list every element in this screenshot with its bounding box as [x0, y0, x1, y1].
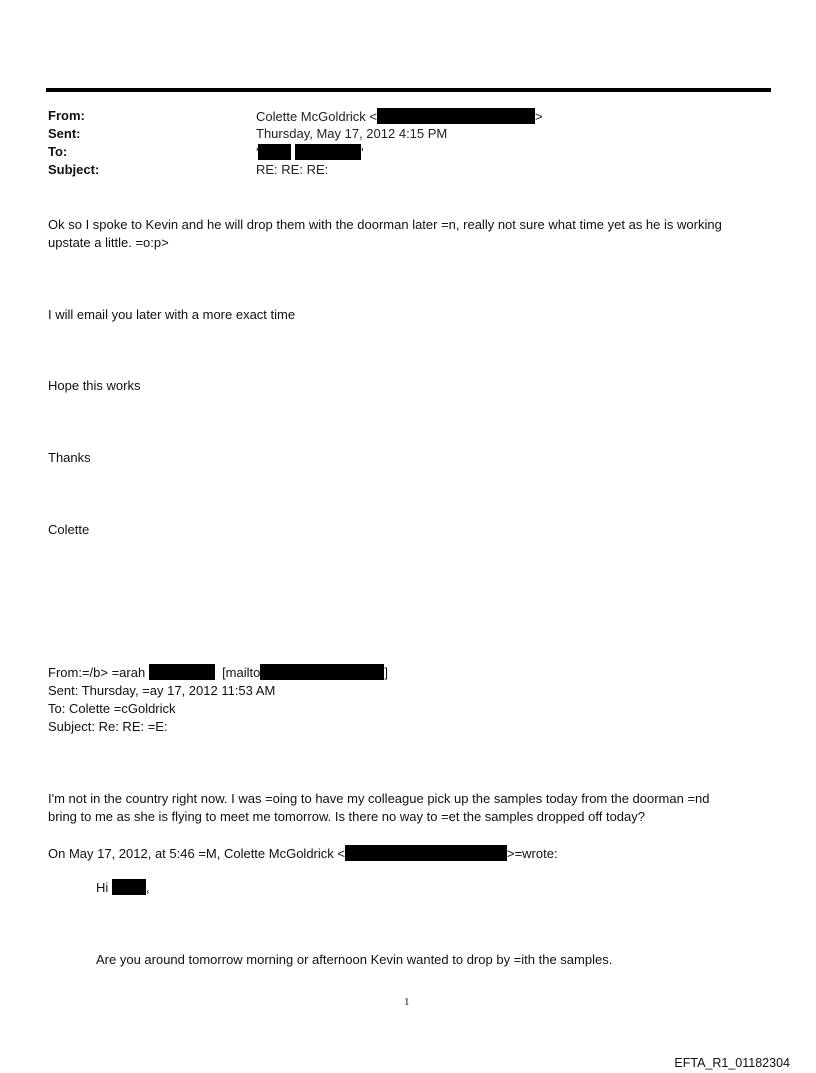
- redaction-block: [112, 879, 146, 895]
- inner-greeting: [96, 879, 150, 897]
- from-close-bracket: >: [535, 109, 543, 124]
- from-label: From:: [48, 108, 85, 123]
- body-paragraph-4: Thanks: [48, 450, 91, 465]
- quoted-sent-line: Sent: Thursday, =ay 17, 2012 11:53 AM: [48, 683, 276, 698]
- redaction-block: [345, 845, 507, 861]
- body-paragraph-1-line-1: Ok so I spoke to Kevin and he will drop them with the doorman later =n, really not sure what time yet as he is working: [48, 217, 722, 232]
- redaction-block: [258, 144, 291, 160]
- redaction-block: [295, 144, 364, 160]
- quoted-reply-line-1: I'm not in the country right now. I was =oing to have my colleague pick up the samples today from the doorman =nd: [48, 791, 710, 806]
- quoted-on-date-line: [48, 845, 558, 863]
- greeting-prefix: Hi: [96, 880, 109, 895]
- quoted-reply-line-2: bring to me as she is flying to meet me tomorrow. Is there no way to =et the samples dropped off today?: [48, 809, 645, 824]
- greeting-suffix: ,: [145, 880, 150, 895]
- from-sender-name: Colette McGoldrick <: [256, 109, 378, 124]
- quoted-from-close: ]: [384, 665, 388, 680]
- subject-value: RE: RE: RE:: [256, 162, 329, 177]
- quoted-to-line: To: Colette =cGoldrick: [48, 701, 176, 716]
- redaction-block: [377, 108, 535, 124]
- subject-label: Subject:: [48, 162, 100, 177]
- sent-value: Thursday, May 17, 2012 4:15 PM: [256, 126, 448, 141]
- to-label: To:: [48, 144, 68, 159]
- to-value: [256, 144, 364, 160]
- on-date-prefix: On May 17, 2012, at 5:46 =M, Colette McGoldrick <: [48, 846, 345, 861]
- quoted-from-line: [48, 664, 388, 682]
- quoted-mailto: [mailto: [222, 665, 261, 680]
- quoted-subject-line: Subject: Re: RE: =E:: [48, 719, 168, 734]
- body-paragraph-1-line-2: upstate a little. =o:p>: [48, 235, 169, 250]
- quoted-from-prefix: From:=/b> =arah: [48, 665, 146, 680]
- page-number: 1: [404, 996, 410, 1008]
- redaction-block: [260, 664, 384, 680]
- sent-label: Sent:: [48, 126, 81, 141]
- document-id-footer: EFTA_R1_01182304: [674, 1056, 790, 1070]
- from-value: [256, 108, 543, 124]
- to-quote-close: ': [361, 145, 364, 160]
- signature: Colette: [48, 522, 90, 537]
- inner-message-text: Are you around tomorrow morning or afternoon Kevin wanted to drop by =ith the samples.: [96, 952, 613, 967]
- to-quote-open: ': [256, 145, 259, 160]
- redaction-block: [149, 664, 215, 680]
- body-paragraph-3: Hope this works: [48, 378, 141, 393]
- on-date-suffix: >=wrote:: [506, 846, 558, 861]
- header-divider: [46, 88, 771, 92]
- body-paragraph-2: I will email you later with a more exact time: [48, 307, 296, 322]
